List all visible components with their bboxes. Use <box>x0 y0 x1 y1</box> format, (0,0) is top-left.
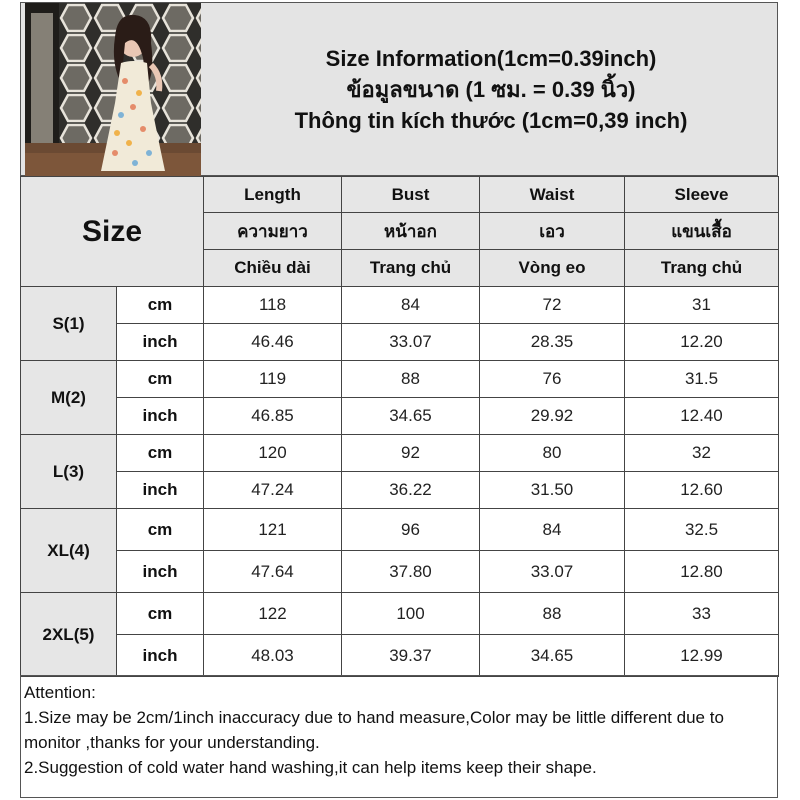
waist-cm: 72 <box>480 287 625 324</box>
col-header-bust-vi: Trang chủ <box>342 250 480 287</box>
size-label: L(3) <box>21 435 117 509</box>
notes-heading: Attention: <box>24 683 96 702</box>
table-row <box>21 435 779 472</box>
table-row <box>21 509 779 551</box>
sleeve-cm: 32.5 <box>625 509 779 551</box>
col-header-sleeve-vi: Trang chủ <box>625 250 779 287</box>
sleeve-inch: 12.40 <box>625 398 779 435</box>
length-inch: 46.85 <box>204 398 342 435</box>
header-titles <box>205 3 777 175</box>
bust-inch: 37.80 <box>342 551 480 593</box>
product-photo <box>25 3 201 176</box>
sleeve-inch: 12.80 <box>625 551 779 593</box>
waist-inch: 28.35 <box>480 324 625 361</box>
waist-cm: 88 <box>480 593 625 635</box>
note-measurement: 1.Size may be 2cm/1inch inaccuracy due to hand measure,Color may be little different due to monitor ,thanks for your understanding. <box>24 708 724 752</box>
sleeve-inch: 12.99 <box>625 635 779 677</box>
col-header-waist-vi: Vòng eo <box>480 250 625 287</box>
col-header-sleeve-th: แขนเสื้อ <box>625 213 779 250</box>
length-cm: 122 <box>204 593 342 635</box>
length-inch: 46.46 <box>204 324 342 361</box>
waist-inch: 29.92 <box>480 398 625 435</box>
size-column-header: Size <box>21 177 204 287</box>
waist-cm: 80 <box>480 435 625 472</box>
note-washing: 2.Suggestion of cold water hand washing,it can help items keep their shape. <box>24 758 597 777</box>
title-english: Size Information(1cm=0.39inch) <box>325 45 657 71</box>
size-label: M(2) <box>21 361 117 435</box>
bust-inch: 34.65 <box>342 398 480 435</box>
bust-inch: 33.07 <box>342 324 480 361</box>
bust-cm: 100 <box>342 593 480 635</box>
length-cm: 120 <box>204 435 342 472</box>
unit-label: cm <box>117 593 204 635</box>
size-chart-table <box>20 176 779 677</box>
size-label: 2XL(5) <box>21 593 117 677</box>
sleeve-inch: 12.60 <box>625 472 779 509</box>
col-header-sleeve: Sleeve <box>625 177 779 213</box>
length-cm: 121 <box>204 509 342 551</box>
header-row-english <box>21 177 779 213</box>
unit-label: cm <box>117 509 204 551</box>
sleeve-cm: 31.5 <box>625 361 779 398</box>
unit-label: inch <box>117 398 204 435</box>
sleeve-cm: 31 <box>625 287 779 324</box>
col-header-waist: Waist <box>480 177 625 213</box>
sleeve-cm: 32 <box>625 435 779 472</box>
waist-inch: 31.50 <box>480 472 625 509</box>
col-header-bust-th: หน้าอก <box>342 213 480 250</box>
length-cm: 119 <box>204 361 342 398</box>
table-row <box>21 324 779 361</box>
waist-cm: 84 <box>480 509 625 551</box>
bust-cm: 88 <box>342 361 480 398</box>
unit-label: cm <box>117 361 204 398</box>
unit-label: inch <box>117 472 204 509</box>
table-row <box>21 472 779 509</box>
col-header-length-th: ความยาว <box>204 213 342 250</box>
col-header-bust: Bust <box>342 177 480 213</box>
table-row <box>21 551 779 593</box>
sleeve-cm: 33 <box>625 593 779 635</box>
waist-inch: 33.07 <box>480 551 625 593</box>
unit-label: cm <box>117 287 204 324</box>
bust-cm: 84 <box>342 287 480 324</box>
unit-label: inch <box>117 635 204 677</box>
col-header-length: Length <box>204 177 342 213</box>
size-label: XL(4) <box>21 509 117 593</box>
length-inch: 48.03 <box>204 635 342 677</box>
table-row <box>21 361 779 398</box>
bust-inch: 39.37 <box>342 635 480 677</box>
size-label: S(1) <box>21 287 117 361</box>
sleeve-inch: 12.20 <box>625 324 779 361</box>
attention-notes <box>20 675 778 798</box>
col-header-length-vi: Chiều dài <box>204 250 342 287</box>
col-header-waist-th: เอว <box>480 213 625 250</box>
length-cm: 118 <box>204 287 342 324</box>
title-thai: ข้อมูลขนาด (1 ซม. = 0.39 นิ้ว) <box>346 76 636 102</box>
title-vietnamese: Thông tin kích thước (1cm=0,39 inch) <box>294 107 688 133</box>
length-inch: 47.24 <box>204 472 342 509</box>
waist-cm: 76 <box>480 361 625 398</box>
table-row <box>21 398 779 435</box>
unit-label: inch <box>117 551 204 593</box>
size-info-header <box>20 2 778 176</box>
unit-label: inch <box>117 324 204 361</box>
table-row <box>21 593 779 635</box>
unit-label: cm <box>117 435 204 472</box>
bust-cm: 92 <box>342 435 480 472</box>
table-row <box>21 635 779 677</box>
model-in-floral-dress-image <box>25 3 201 176</box>
bust-cm: 96 <box>342 509 480 551</box>
length-inch: 47.64 <box>204 551 342 593</box>
table-row <box>21 287 779 324</box>
waist-inch: 34.65 <box>480 635 625 677</box>
bust-inch: 36.22 <box>342 472 480 509</box>
